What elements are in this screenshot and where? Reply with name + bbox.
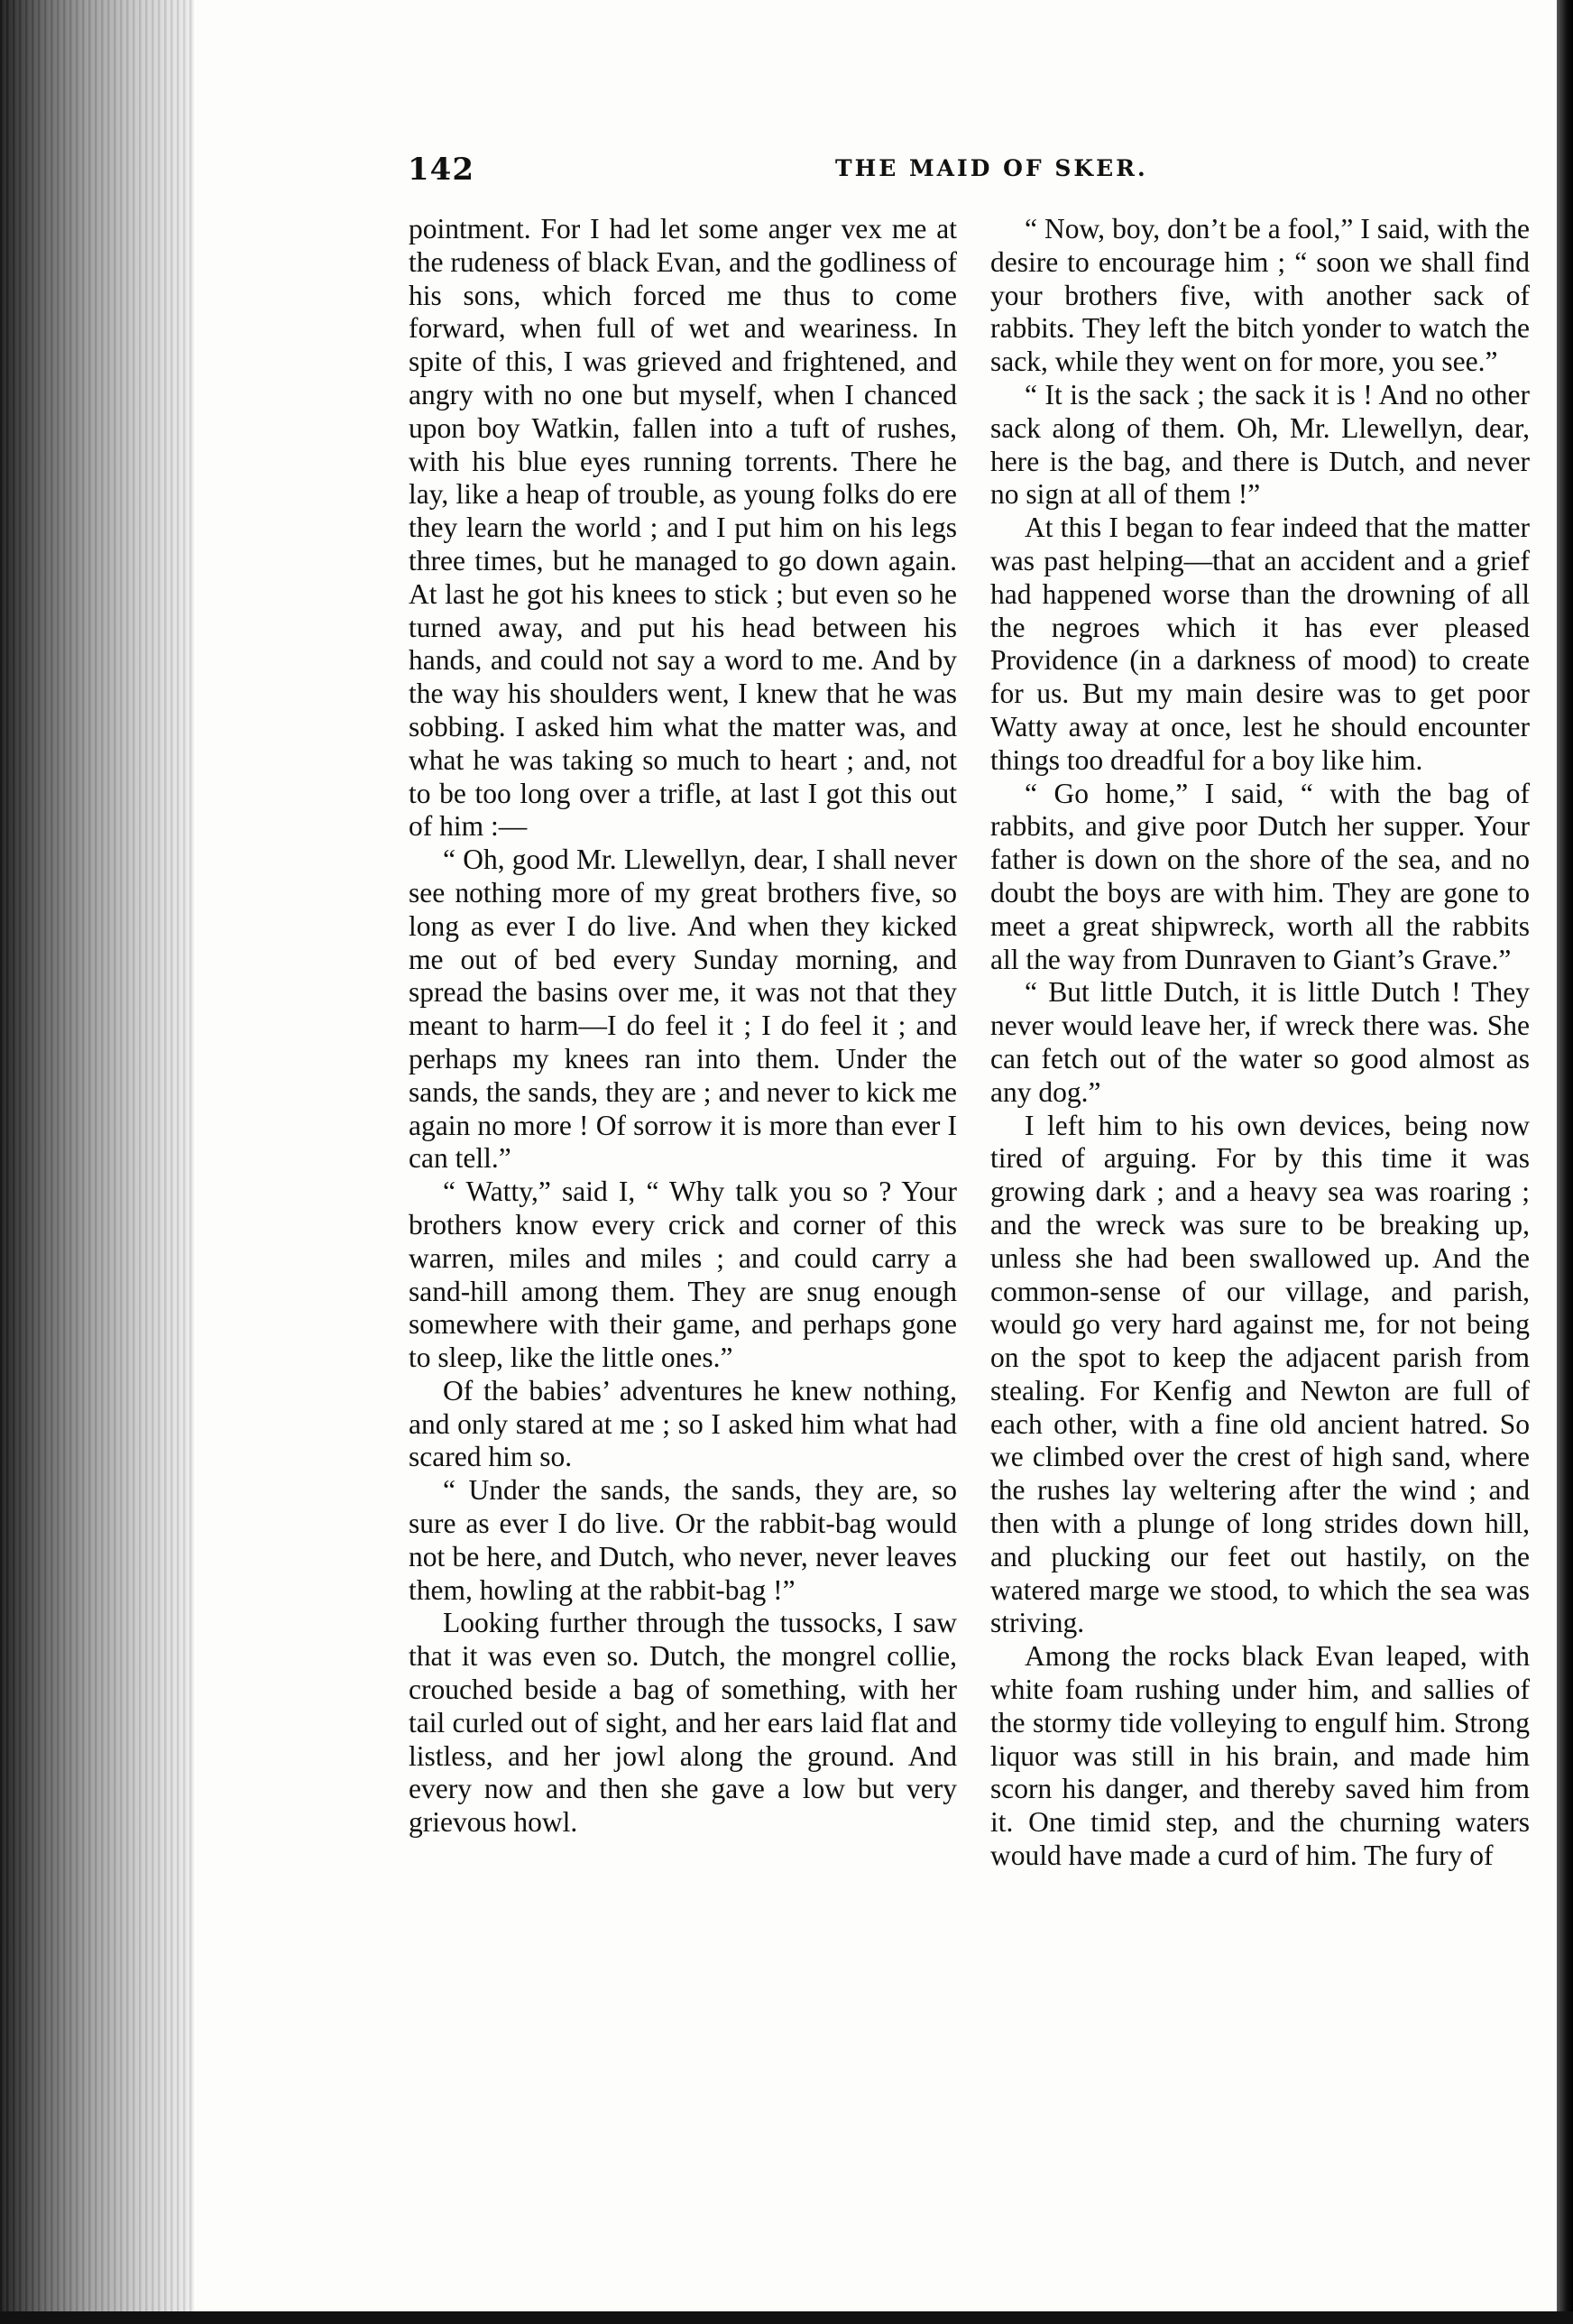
paragraph: Of the babies’ adventures he knew nothing, and only stared at me ; so I asked him what had scared him so. — [409, 1374, 957, 1473]
running-header — [213, 152, 1539, 191]
running-title: THE MAID OF SKER. — [835, 155, 1148, 181]
paragraph: “ It is the sack ; the sack it is ! And no other sack along of them. Oh, Mr. Llewellyn, dear, here is the bag, and there is Dutch, and never no sign at all of them !” — [990, 378, 1530, 511]
page-number: 142 — [408, 152, 474, 188]
paragraph: “ But little Dutch, it is little Dutch ! They never would leave her, if wreck there was. She can fetch out of the water so good almost as any dog.” — [990, 976, 1530, 1108]
bottom-page-edge — [0, 2311, 1573, 2324]
paragraph: “ Under the sands, the sands, they are, so sure as ever I do live. Or the rabbit-bag would not be here, and Dutch, who never, never leaves them, howling at the rabbit-bag !” — [409, 1474, 957, 1606]
paragraph: Looking further through the tussocks, I saw that it was even so. Dutch, the mongrel collie, crouched beside a bag of something, with her tail curled out of sight, and her ears laid flat and listless, and her jowl along the ground. And every now and then she gave a low but very grievous howl. — [409, 1607, 957, 1839]
right-column — [990, 213, 1530, 1873]
paragraph: I left him to his own devices, being now tired of arguing. For by this time it was growing dark ; and a heavy sea was roaring ; and the wreck was sure to be breaking up, unless she had been swallowed up. And the common-sense of our village, and parish, would go very hard against me, for not being on the spot to keep the adjacent parish from stealing. For Kenfig and Newton are full of each other, with a fine old ancient hatred. So we climbed over the crest of high sand, where the rushes lay weltering after the wind ; and then with a plunge of long strides down hill, and plucking our feet out hastily, on the watered marge we stood, to which the sea was striving. — [990, 1109, 1530, 1639]
paragraph: Among the rocks black Evan leaped, with white foam rushing under him, and sallies of the stormy tide volleying to engulf him. Strong liquor was still in his brain, and made him scorn his danger, and thereby saved him from it. One timid step, and the churning waters would have made a curd of him. The fury of — [990, 1640, 1530, 1872]
paragraph: pointment. For I had let some anger vex me at the rudeness of black Evan, and the godliness of his sons, which forced me thus to come forward, when full of wet and weariness. In spite of this, I was grieved and frightened, and angry with no one but myself, when I chanced upon boy Watkin, fallen into a tuft of rushes, with his blue eyes running torrents. There he lay, like a heap of trouble, as young folks do ere they learn the world ; and I put him on his legs three times, but he managed to go down again. At last he got his knees to stick ; but even so he turned away, and put his head between his hands, and could not say a word to me. And by the way his shoulders went, I knew that he was sobbing. I asked him what the matter was, and what he was taking so much to heart ; and, not to be too long over a trifle, at last I got this out of him :— — [409, 213, 957, 843]
paragraph: At this I began to fear indeed that the matter was past helping—that an accident and a grief had happened worse than the drowning of all the negroes which it has ever pleased Providence (in a darkness of mood) to create for us. But my main desire was to get poor Watty away at once, lest he should encounter things too dreadful for a boy like him. — [990, 512, 1530, 776]
left-column — [409, 213, 957, 1840]
paragraph: “ Now, boy, don’t be a fool,” I said, with the desire to encourage him ; “ soon we shall find your brothers five, with another sack of rabbits. They left the bitch yonder to watch the sack, while they went on for more, you see.” — [990, 213, 1530, 378]
spine-texture — [0, 0, 194, 2324]
paragraph: “ Oh, good Mr. Llewellyn, dear, I shall never see nothing more of my great brothers five, so long as ever I do live. And when they kicked me out of bed every Sunday morning, and spread the basins over me, it was not that they meant to harm—I do feel it ; I do feel it ; and perhaps my knees ran into them. Under the sands, the sands, they are ; and never to kick me again no more ! Of sorrow it is more than ever I can tell.” — [409, 844, 957, 1175]
paragraph: “ Watty,” said I, “ Why talk you so ? Your brothers know every crick and corner of this warren, miles and miles ; and could carry a sand-hill among them. They are snug enough somewhere with their game, and perhaps gone to sleep, like the little ones.” — [409, 1176, 957, 1374]
paragraph: “ Go home,” I said, “ with the bag of rabbits, and give poor Dutch her supper. Your father is down on the shore of the sea, and no doubt the boys are with him. They are gone to meet a great shipwreck, worth all the rabbits all the way from Dunraven to Giant’s Grave.” — [990, 777, 1530, 975]
right-page-edge — [1557, 0, 1573, 2324]
